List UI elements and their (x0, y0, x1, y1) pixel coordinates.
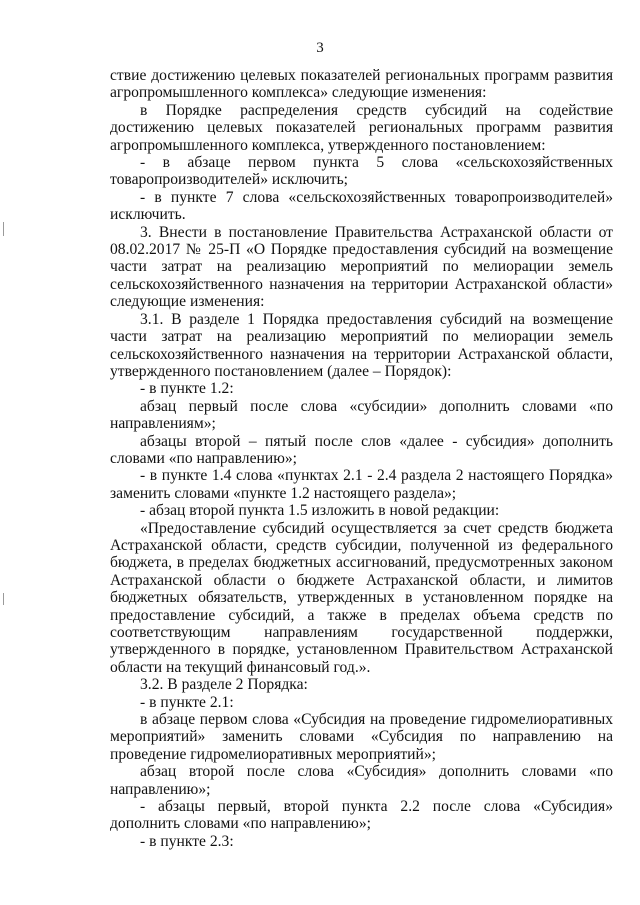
paragraph: «Предоставление субсидий осуществляется за счет средств бюджета Астраханской области, средств субсидии, полученной из федерального бюджета, в пределах бюджетных ассигнований, предусмотренных законом Астраханской области о бюджете Астраханской области, и лимитов бюджетных обязательств, утвержденных в установленном порядке на предоставление субсидий, а также в пределах объема средств по соответствующим направлениям государственной поддержки, утвержденного в порядке, установленном Правительством Астраханской области на текущий финансовый год.». (110, 519, 613, 676)
paragraph: - в пункте 1.2: (140, 380, 234, 398)
paragraph: 3. Внести в постановление Правительства Астраханской области от 08.02.2017 № 25-П «О Порядке предоставления субсидий на возмещение части затрат на реализацию мероприятий по мелиорации земель сельскохозяйственного назначения на территории Астраханской области» следующие изменения: (110, 223, 613, 311)
paragraph: - в абзаце первом пункта 5 слова «сельскохозяйственных товаропроизводителей» исключить; (110, 154, 613, 189)
paragraph: 3.2. В разделе 2 Порядка: (140, 676, 308, 694)
paragraph: - в пункте 2.3: (140, 832, 234, 850)
paragraph: - в пункте 2.1: (140, 693, 234, 711)
document-body (110, 67, 613, 850)
paragraph: - в пункте 1.4 слова «пунктах 2.1 - 2.4 раздела 2 настоящего Порядка» заменить словами «пункте 1.2 настоящего раздела»; (110, 467, 613, 502)
paragraph: - абзацы первый, второй пункта 2.2 после слова «Субсидия» дополнить словами «по направлению»; (110, 798, 613, 833)
page-number: 3 (316, 40, 324, 56)
paragraph: в абзаце первом слова «Субсидия на проведение гидромелиоративных мероприятий» заменить словами «Субсидия по направлению на проведение гидромелиоративных мероприятий»; (110, 711, 613, 763)
paragraph: - в пункте 7 слова «сельскохозяйственных товаропроизводителей» исключить. (110, 188, 613, 224)
paragraph: в Порядке распределения средств субсидий на содействие достижению целевых показателей региональных программ развития агропромышленного комплекса, утвержденного постановлением: (110, 101, 613, 154)
paragraph: абзац второй после слова «Субсидия» дополнить словами «по направлению»; (110, 763, 613, 798)
paragraph: абзац первый после слова «субсидии» дополнить словами «по направлениям»; (110, 397, 613, 433)
paragraph: - абзац второй пункта 1.5 изложить в новой редакции: (140, 502, 500, 520)
paragraph: 3.1. В разделе 1 Порядка предоставления субсидий на возмещение части затрат на реализацию мероприятий по мелиорации земель сельскохозяйственного назначения на территории Астраханской области, утвержденного постановлением (далее – Порядок): (110, 310, 613, 380)
scan-edge-mark (3, 222, 4, 236)
scan-edge-mark (3, 593, 4, 605)
paragraph: ствие достижению целевых показателей региональных программ развития агропромышленного комплекса» следующие изменения: (110, 67, 613, 102)
paragraph: абзацы второй – пятый после слов «далее - субсидия» дополнить словами «по направлению»; (110, 432, 613, 467)
